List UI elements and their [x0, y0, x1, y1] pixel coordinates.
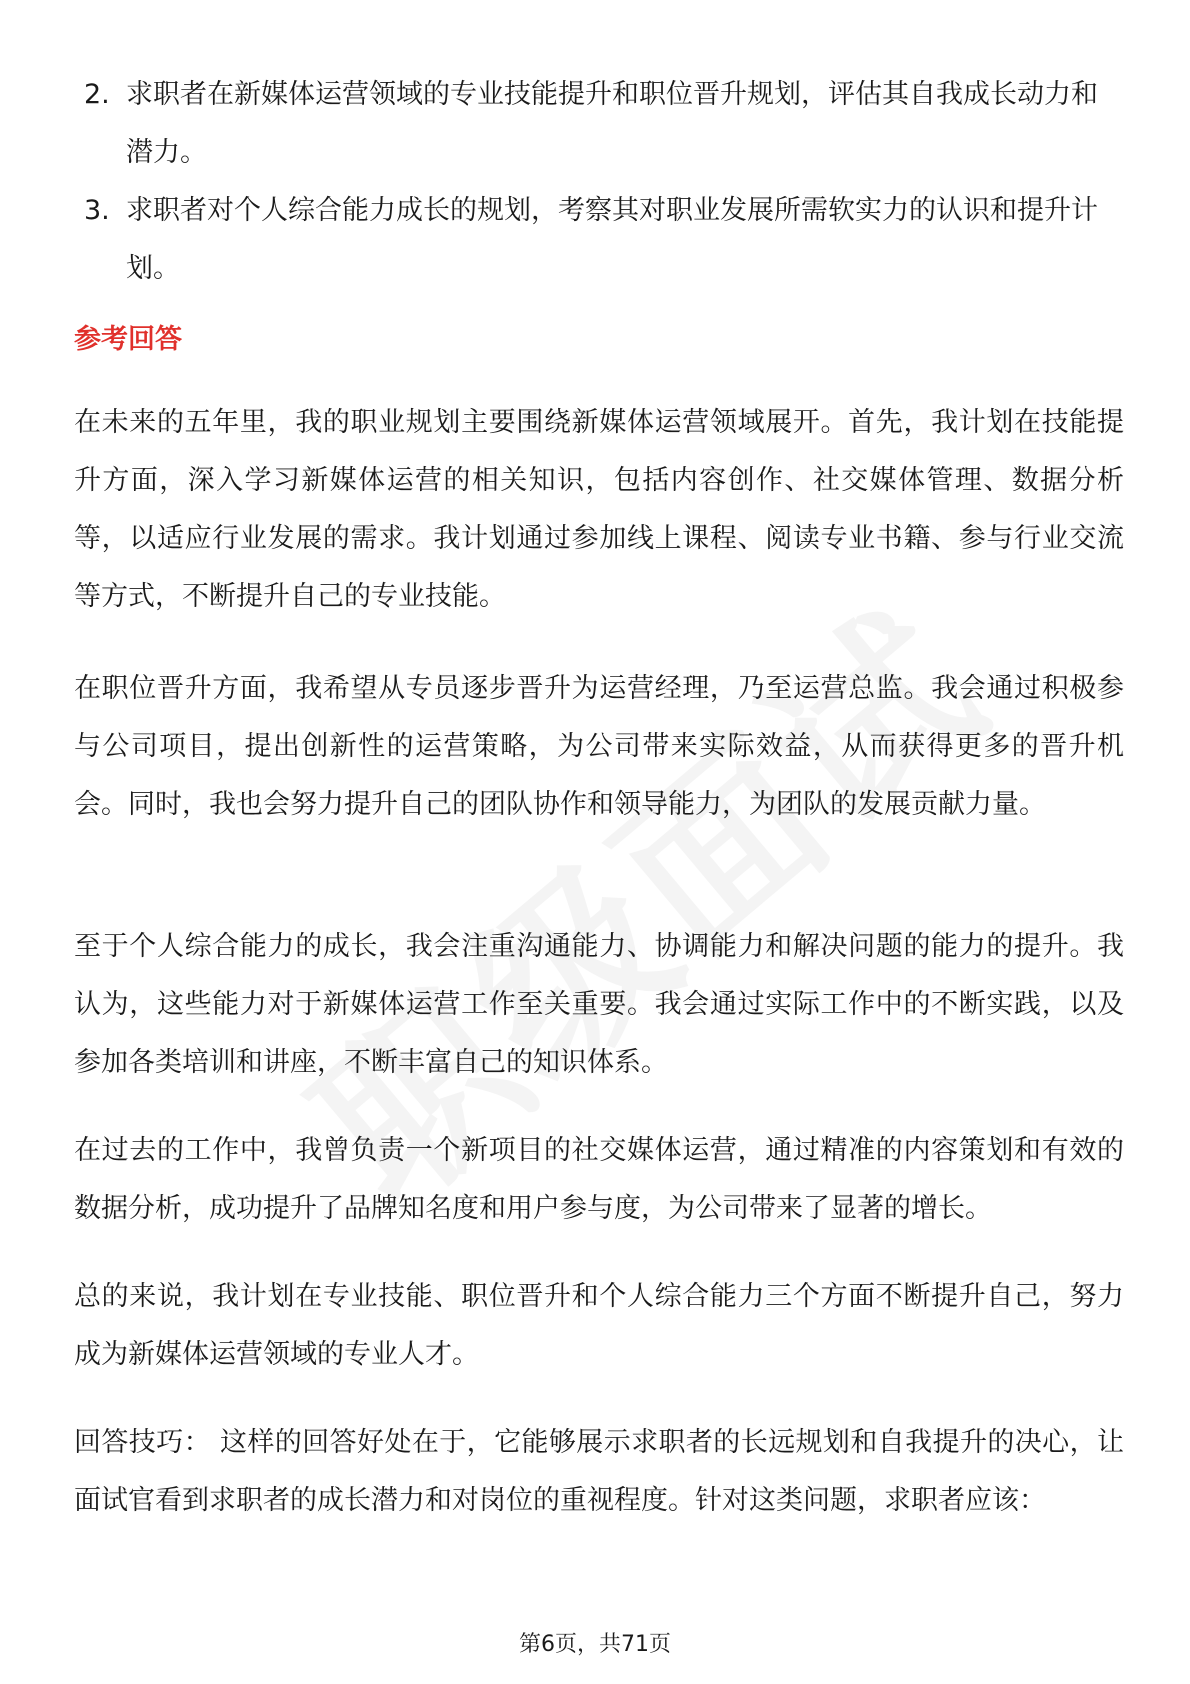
answer-paragraph: 在过去的工作中，我曾负责一个新项目的社交媒体运营，通过精准的内容策划和有效的数据分析，成功提升了品牌知名度和用户参与度，为公司带来了显著的增长。 [74, 1135, 1124, 1224]
answer-paragraph: 至于个人综合能力的成长，我会注重沟通能力、协调能力和解决问题的能力的提升。我认为，这些能力对于新媒体运营工作至关重要。我会通过实际工作中的不断实践，以及参加各类培训和讲座，不断丰富自己的知识体系。 [74, 931, 1124, 1078]
numbered-list [74, 66, 1124, 298]
answer-paragraph: 在未来的五年里，我的职业规划主要围绕新媒体运营领域展开。首先，我计划在技能提升方面，深入学习新媒体运营的相关知识，包括内容创作、社交媒体管理、数据分析等，以适应行业发展的需求。我计划通过参加线上课程、阅读专业书籍、参与行业交流等方式，不断提升自己的专业技能。 [74, 407, 1124, 612]
list-text: 求职者对个人综合能力成长的规划，考察其对职业发展所需软实力的认识和提升计划。 [126, 195, 1098, 284]
page-footer: 第6页，共71页 [519, 1632, 671, 1657]
list-item [74, 66, 1124, 182]
answer-paragraph: 总的来说，我计划在专业技能、职位晋升和个人综合能力三个方面不断提升自己，努力成为新媒体运营领域的专业人才。 [74, 1281, 1124, 1370]
list-text: 求职者在新媒体运营领域的专业技能提升和职位晋升规划，评估其自我成长动力和潜力。 [126, 79, 1098, 168]
section-title: 参考回答 [74, 324, 182, 355]
list-number: 2. [84, 79, 110, 110]
tips-paragraph: 回答技巧： 这样的回答好处在于，它能够展示求职者的长远规划和自我提升的决心，让面试官看到求职者的成长潜力和对岗位的重视程度。针对这类问题，求职者应该： [74, 1427, 1124, 1516]
list-number: 3. [84, 195, 110, 226]
answer-paragraph: 在职位晋升方面，我希望从专员逐步晋升为运营经理，乃至运营总监。我会通过积极参与公司项目，提出创新性的运营策略，为公司带来实际效益，从而获得更多的晋升机会。同时，我也会努力提升自己的团队协作和领导能力，为团队的发展贡献力量。 [74, 673, 1124, 820]
list-item [74, 182, 1124, 298]
